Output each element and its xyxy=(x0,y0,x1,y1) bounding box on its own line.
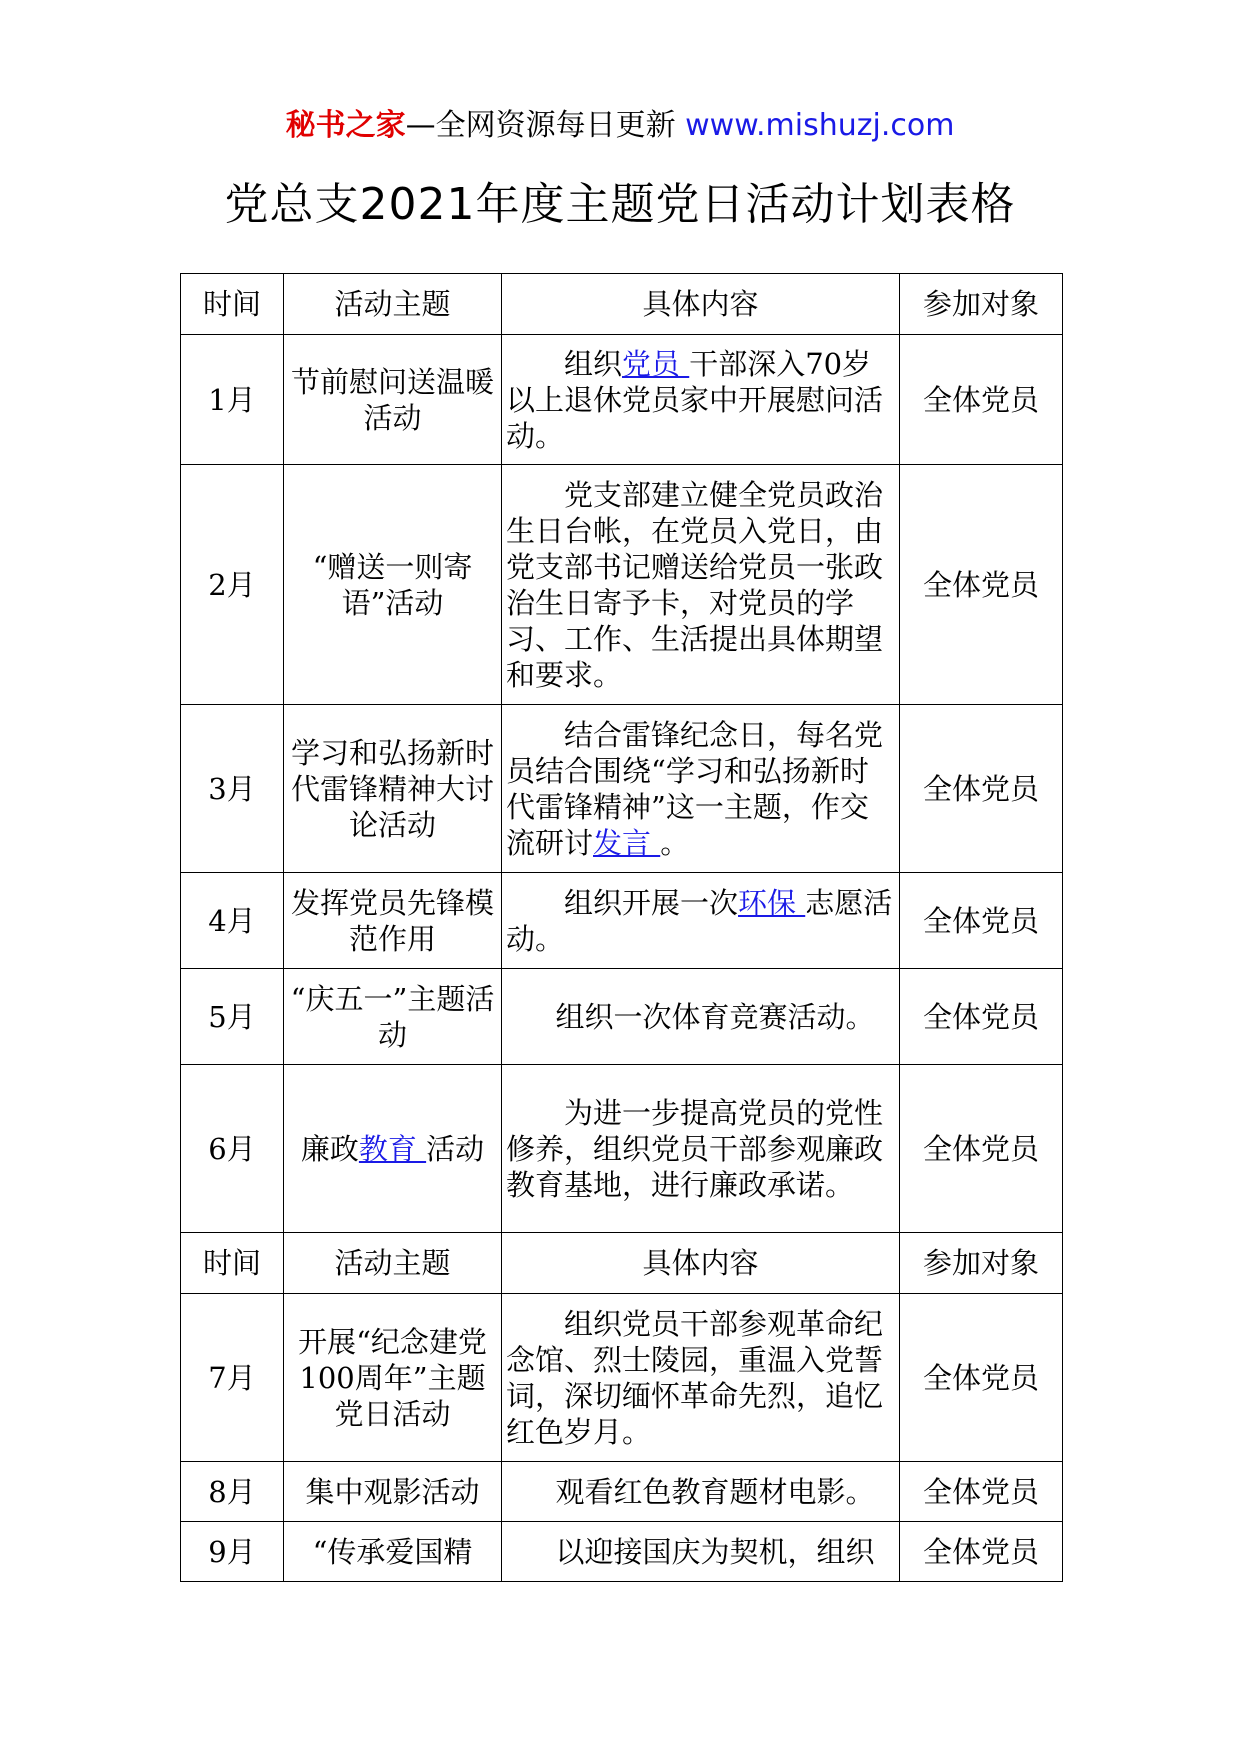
document-title: 党总支2021年度主题党日活动计划表格 xyxy=(224,179,1016,230)
theme-cell: 学习和弘扬新时代雷锋精神大讨论活动 xyxy=(284,705,502,873)
participants-cell: 全体党员 xyxy=(900,969,1063,1065)
participants-cell: 全体党员 xyxy=(900,1294,1063,1462)
month-cell: 2月 xyxy=(181,465,284,705)
participants-cell: 全体党员 xyxy=(900,335,1063,465)
content-text: 干部深入70岁以上退休党员家中开展慰问活动。 xyxy=(506,346,884,453)
site-name: 秘书之家 xyxy=(285,108,406,143)
month-cell: 5月 xyxy=(181,969,284,1065)
site-tagline: —全网资源每日更新 xyxy=(405,108,686,143)
participants-cell: 全体党员 xyxy=(900,1522,1063,1582)
table-row xyxy=(181,1065,1063,1233)
theme-cell: “赠送一则寄语”活动 xyxy=(284,465,502,705)
month-cell: 6月 xyxy=(181,1065,284,1233)
table-row xyxy=(181,1462,1063,1522)
table-row xyxy=(181,969,1063,1065)
theme-cell: 集中观影活动 xyxy=(284,1462,502,1522)
content-cell xyxy=(502,335,900,465)
content-cell: 组织党员干部参观革命纪念馆、烈士陵园，重温入党誓词，深切缅怀革命先烈，追忆红色岁月。 xyxy=(502,1294,900,1462)
content-text: 结合雷锋纪念日，每名党员结合围绕“学习和弘扬新时代雷锋精神”这一主题，作交流研讨 xyxy=(506,717,884,860)
theme-text: 活动 xyxy=(426,1131,485,1166)
month-cell: 1月 xyxy=(181,335,284,465)
participants-cell: 全体党员 xyxy=(900,873,1063,969)
header-content: 具体内容 xyxy=(502,274,900,335)
month-cell: 7月 xyxy=(181,1294,284,1462)
month-cell: 3月 xyxy=(181,705,284,873)
theme-text: 廉政 xyxy=(300,1131,359,1166)
theme-cell xyxy=(284,1065,502,1233)
header-theme: 活动主题 xyxy=(284,1233,502,1294)
activity-plan-table xyxy=(180,273,1063,1582)
table-row xyxy=(181,1522,1063,1582)
content-text: 。 xyxy=(660,825,690,860)
header-participants: 参加对象 xyxy=(900,274,1063,335)
content-cell xyxy=(502,705,900,873)
content-cell: 党支部建立健全党员政治生日台帐，在党员入党日，由党支部书记赠送给党员一张政治生日寄予卡，对党员的学习、工作、生活提出具体期望和要求。 xyxy=(502,465,900,705)
table-header-row-repeat xyxy=(181,1233,1063,1294)
content-link[interactable]: 党员 xyxy=(622,346,690,381)
site-url-link[interactable]: www.mishuzj.com xyxy=(685,108,955,143)
table-row xyxy=(181,1294,1063,1462)
table-row xyxy=(181,705,1063,873)
participants-cell: 全体党员 xyxy=(900,465,1063,705)
header-time: 时间 xyxy=(181,1233,284,1294)
content-text: 志愿活动。 xyxy=(506,885,893,956)
month-cell: 9月 xyxy=(181,1522,284,1582)
content-text: 组织开展一次 xyxy=(564,885,739,920)
header-theme: 活动主题 xyxy=(284,274,502,335)
theme-cell: 节前慰问送温暖活动 xyxy=(284,335,502,465)
theme-link[interactable]: 教育 xyxy=(358,1131,427,1166)
participants-cell: 全体党员 xyxy=(900,705,1063,873)
content-cell: 观看红色教育题材电影。 xyxy=(502,1462,900,1522)
participants-cell: 全体党员 xyxy=(900,1462,1063,1522)
content-cell: 组织一次体育竞赛活动。 xyxy=(502,969,900,1065)
theme-cell: “传承爱国精 xyxy=(284,1522,502,1582)
content-cell xyxy=(502,873,900,969)
table-header-row xyxy=(181,274,1063,335)
header-time: 时间 xyxy=(181,274,284,335)
table-row xyxy=(181,873,1063,969)
theme-cell: “庆五一”主题活动 xyxy=(284,969,502,1065)
month-cell: 8月 xyxy=(181,1462,284,1522)
table-row xyxy=(181,465,1063,705)
content-link[interactable]: 发言 xyxy=(593,825,661,860)
participants-cell: 全体党员 xyxy=(900,1065,1063,1233)
header-participants: 参加对象 xyxy=(900,1233,1063,1294)
content-text: 组织 xyxy=(564,346,623,381)
header-content: 具体内容 xyxy=(502,1233,900,1294)
site-header xyxy=(0,100,1240,144)
month-cell: 4月 xyxy=(181,873,284,969)
theme-cell: 开展“纪念建党100周年”主题党日活动 xyxy=(284,1294,502,1462)
theme-cell: 发挥党员先锋模范作用 xyxy=(284,873,502,969)
table-row xyxy=(181,335,1063,465)
content-link[interactable]: 环保 xyxy=(738,885,806,920)
content-cell: 为进一步提高党员的党性修养，组织党员干部参观廉政教育基地，进行廉政承诺。 xyxy=(502,1065,900,1233)
content-cell: 以迎接国庆为契机，组织 xyxy=(502,1522,900,1582)
